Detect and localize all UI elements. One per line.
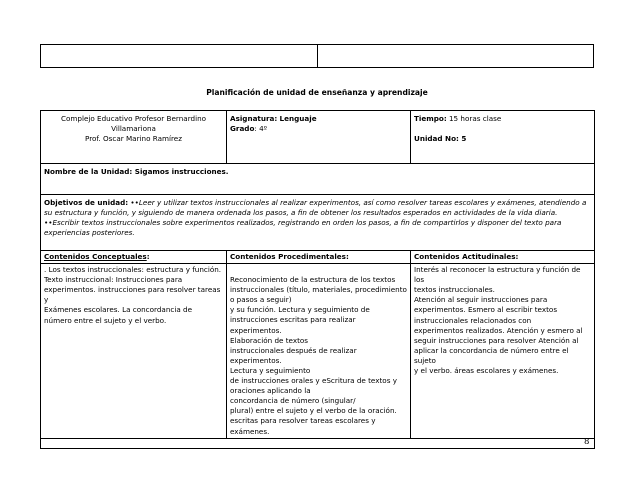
procedural-cell: [227, 264, 411, 439]
time-cell: [411, 111, 595, 164]
attitudinal-header: Contenidos Actitudinales:: [411, 251, 595, 264]
procedural-line: instruccionales después de realizar experimentos.: [230, 345, 357, 365]
procedural-line: Reconocimiento de la estructura de los textos: [230, 275, 396, 285]
grade-line: [230, 124, 407, 134]
unit-number: Unidad No: 5: [414, 134, 467, 144]
procedural-line: exámenes.: [230, 426, 270, 436]
attitudinal-line: y el verbo. áreas escolares y exámenes.: [414, 366, 559, 376]
school-name-line2: Villamarìona: [111, 124, 156, 134]
attitudinal-line: Atención al seguir instrucciones para: [414, 295, 548, 305]
procedural-line: y su función. Lectura y seguimiento de: [230, 305, 370, 315]
conceptual-line: . Los textos instruccionales: estructura y función.: [44, 265, 222, 275]
contents-row: [41, 264, 595, 439]
school-cell: [41, 111, 227, 164]
page-title: Planificación de unidad de enseñanza y aprendizaje: [206, 88, 428, 97]
attitudinal-line: Interés al reconocer la estructura y función de los: [414, 265, 581, 285]
procedural-line: escritas para resolver tareas escolares y: [230, 416, 376, 426]
empty-bottom-cell: [41, 438, 595, 448]
conceptual-line: Exámenes escolares. La concordancia de: [44, 305, 192, 315]
procedural-line: instruccionales (título, materiales, procedimiento: [230, 285, 407, 295]
conceptual-header: Contenidos Conceptuales:: [41, 251, 227, 264]
unit-name-cell: [41, 164, 595, 195]
attitudinal-cell: [411, 264, 595, 439]
header-empty-cell-left: [41, 45, 317, 67]
planning-table: [40, 110, 595, 449]
objectives-cell: [41, 195, 595, 251]
grade-label: Grado: [230, 124, 255, 134]
procedural-line: instrucciones escritas para realizar experimentos.: [230, 315, 356, 335]
conceptual-line: y: [44, 295, 49, 305]
attitudinal-line: experimentos realizados. Atención y esmero al: [414, 325, 583, 335]
attitudinal-line: textos instruccionales.: [414, 285, 495, 295]
info-row: [41, 111, 595, 164]
procedural-line: o pasos a seguir): [230, 295, 292, 305]
time-line: [414, 114, 591, 124]
header-empty-table: [40, 44, 594, 68]
teacher-name: Prof. Oscar Marino Ramírez: [84, 134, 182, 144]
attitudinal-line: instruccionales relacionados con: [414, 315, 532, 325]
page-number: 8: [584, 437, 590, 447]
procedural-line: Elaboración de textos: [230, 335, 309, 345]
attitudinal-line: experimentos. Esmero al escribir textos: [414, 305, 558, 315]
objectives-row: [41, 195, 595, 251]
unit-name-row: [41, 164, 595, 195]
conceptual-cell: [41, 264, 227, 439]
objectives-label: Objetivos de unidad:: [44, 198, 129, 207]
subject-line: [230, 114, 407, 124]
procedural-line: Lectura y seguimiento: [230, 365, 311, 375]
header-empty-cell-right: [317, 45, 594, 67]
attitudinal-line: seguir instrucciones para resolver Atención al: [414, 335, 579, 345]
procedural-header: Contenidos Procedimentales:: [227, 251, 411, 264]
subject-value: Lenguaje: [279, 114, 317, 123]
time-label: Tiempo:: [414, 114, 447, 123]
conceptual-line: experimentos. instrucciones para resolver tareas: [44, 285, 221, 295]
objectives-text-2: ••Escribir textos instruccionales sobre experimentos realizados, registrando en orden los pasos, a fin de compartirlos y disponer del texto para experiencias posteriores.: [44, 218, 562, 238]
attitudinal-line: aplicar la concordancia de número entre el sujeto: [414, 345, 569, 365]
grade-value: : 4º: [254, 124, 268, 134]
conceptual-line: Texto instruccional: Instrucciones para: [44, 275, 183, 285]
school-name-line1: Complejo Educativo Profesor Bernardino: [60, 114, 207, 123]
procedural-line: oraciones aplicando la: [230, 386, 311, 396]
subject-cell: [227, 111, 411, 164]
contents-header-row: [41, 251, 595, 264]
unit-name: Nombre de la Unidad: Sigamos instrucciones.: [44, 167, 229, 176]
procedural-line: de instrucciones orales y eScritura de textos y: [230, 376, 397, 386]
procedural-line: plural) entre el sujeto y el verbo de la oración.: [230, 406, 397, 416]
procedural-line: concordancia de número (singular/: [230, 396, 356, 406]
time-value: 15 horas clase: [446, 114, 502, 123]
subject-label: Asignatura:: [230, 114, 278, 123]
empty-bottom-row: [41, 438, 595, 448]
objectives-text-1: ••Leer y utilizar textos instruccionales al realizar experimentos, así como resolver tareas escolares y exámenes, atendiendo a su estructura y función, y siguiendo de manera ordenada los pasos, a fin de obtener los resultados esperados en actividades de la vida diaria.: [44, 198, 587, 218]
conceptual-line: número entre el sujeto y el verbo.: [44, 315, 167, 325]
